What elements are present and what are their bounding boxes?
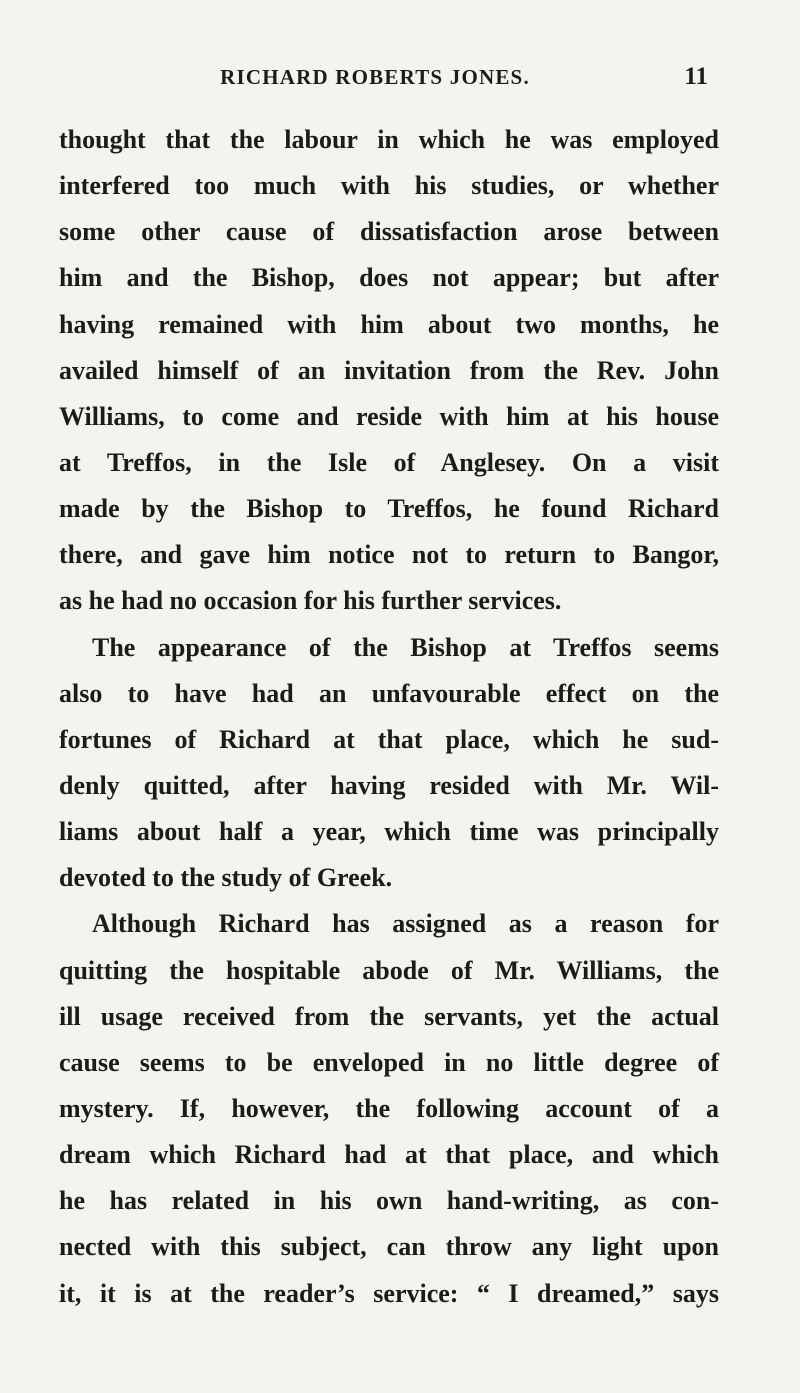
text-line: him and the Bishop, does not appear; but after [59, 263, 719, 293]
text-line: made by the Bishop to Treffos, he found Richard [59, 494, 719, 524]
text-line: fortunes of Richard at that place, which he sud- [59, 724, 719, 754]
text-line: interfered too much with his studies, or whether [59, 171, 719, 201]
text-line: Williams, to come and reside with him at his house [59, 401, 719, 431]
text-line: thought that the labour in which he was employed [59, 125, 719, 154]
text-line: mystery. If, however, the following account of a [59, 1093, 719, 1123]
text-line: also to have had an unfavourable effect on the [59, 678, 719, 708]
text-line: at Treffos, in the Isle of Anglesey. On a visit [59, 447, 719, 477]
text-line-paragraph-start: Although Richard has assigned as a reason for [92, 909, 719, 939]
page-number: 11 [684, 63, 708, 90]
running-head [0, 62, 800, 92]
text-line: nected with this subject, can throw any light upon [59, 1232, 719, 1262]
text-line: there, and gave him notice not to return to Bangor, [59, 540, 719, 570]
text-line: it, it is at the reader’s service: “ I dreamed,” says [59, 1278, 719, 1308]
text-line: he has related in his own hand-writing, as con- [59, 1186, 719, 1216]
running-title: RICHARD ROBERTS JONES. [220, 65, 530, 89]
text-line: ill usage received from the servants, yet the actual [59, 1001, 719, 1031]
text-line: availed himself of an invitation from the Rev. John [59, 355, 719, 385]
text-line: as he had no occasion for his further services. [59, 586, 562, 616]
text-line-paragraph-start: The appearance of the Bishop at Treffos seems [92, 632, 719, 662]
body-text [59, 117, 719, 1317]
text-line: cause seems to be enveloped in no little degree of [59, 1047, 719, 1077]
text-line: devoted to the study of Greek. [59, 863, 393, 893]
text-line: denly quitted, after having resided with Mr. Wil- [59, 770, 719, 800]
text-line: liams about half a year, which time was principally [59, 817, 719, 847]
text-line: some other cause of dissatisfaction arose between [59, 217, 719, 247]
text-line: quitting the hospitable abode of Mr. Williams, the [59, 955, 719, 985]
text-line: dream which Richard had at that place, and which [59, 1140, 719, 1170]
text-line: having remained with him about two months, he [59, 309, 719, 339]
